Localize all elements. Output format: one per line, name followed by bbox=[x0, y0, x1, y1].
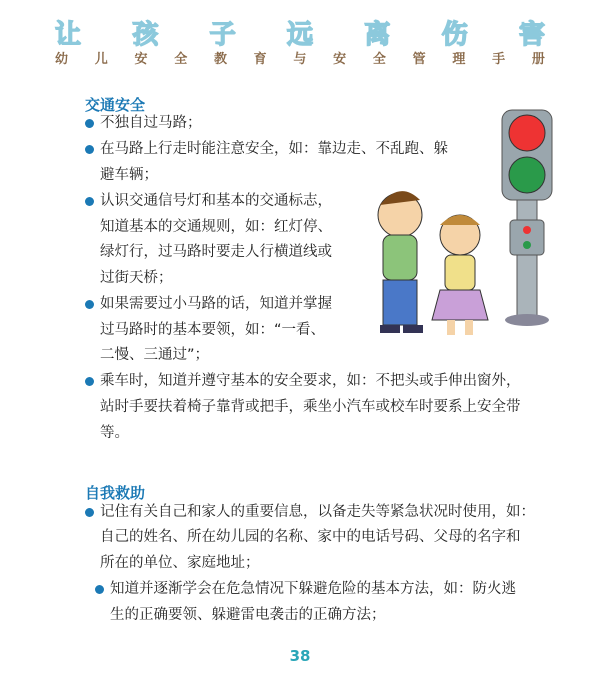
subtitle-char: 理 bbox=[452, 52, 466, 67]
list-item-line: 乘车时，知道并遵守基本的安全要求，如：不把头或手伸出窗外， bbox=[100, 373, 521, 389]
traffic-illustration bbox=[365, 105, 595, 355]
list-item-line: 认识交通信号灯和基本的交通标志， bbox=[100, 193, 332, 209]
subtitle-char: 册 bbox=[531, 52, 545, 67]
traffic-light-icon bbox=[502, 110, 552, 326]
list-item-line: 知道并逐渐学会在危急情况下躲避危险的基本方法，如：防火逃 bbox=[110, 581, 516, 597]
subtitle-char: 管 bbox=[412, 52, 426, 67]
section-title: 交通安全 bbox=[85, 96, 146, 114]
bullet-icon bbox=[85, 508, 94, 517]
boy-figure-icon bbox=[378, 191, 423, 333]
subtitle-char: 全 bbox=[372, 52, 386, 67]
page-number: 38 bbox=[289, 647, 311, 665]
subtitle-char: 育 bbox=[253, 52, 267, 67]
subtitle-char: 全 bbox=[174, 52, 188, 67]
list-item-line: 过马路时的基本要领，如：“一看、 bbox=[100, 322, 326, 338]
subtitle-char: 教 bbox=[213, 52, 227, 67]
list-item-line: 在马路上行走时能注意安全，如：靠边走、不乱跑、躲 bbox=[100, 141, 448, 157]
title-char: 远 bbox=[286, 20, 313, 50]
list-item-line: 如果需要过小马路的话，知道并掌握 bbox=[100, 296, 332, 312]
list-item-line: 二慢、三通过”； bbox=[100, 347, 210, 363]
subtitle-char: 幼 bbox=[55, 52, 69, 67]
subtitle-char: 儿 bbox=[94, 52, 108, 67]
list-item-line: 自己的姓名、所在幼儿园的名称、家中的电话号码、父母的名字和 bbox=[100, 529, 521, 545]
girl-figure-icon bbox=[432, 215, 488, 335]
list-item-line: 站时手要扶着椅子靠背或把手，乘坐小汽车或校车时要系上安全带 bbox=[100, 399, 521, 415]
list-item-line: 避车辆； bbox=[100, 167, 158, 183]
bullet-icon bbox=[85, 377, 94, 386]
subtitle-char: 手 bbox=[492, 52, 506, 67]
bullet-icon bbox=[85, 145, 94, 154]
bullet-icon bbox=[85, 197, 94, 206]
list-item-line: 等。 bbox=[100, 425, 129, 441]
title-char: 离 bbox=[364, 20, 391, 50]
title-char: 子 bbox=[209, 20, 236, 50]
subtitle-char: 安 bbox=[333, 52, 347, 67]
bullet-icon bbox=[95, 585, 104, 594]
list-item-line: 知道基本的交通规则，如：红灯停、 bbox=[100, 219, 332, 235]
title-char: 孩 bbox=[132, 20, 159, 50]
list-item-line: 不独自过马路； bbox=[100, 115, 202, 131]
bullet-icon bbox=[85, 119, 94, 128]
list-item-line: 所在的单位、家庭地址； bbox=[100, 555, 260, 571]
title-char: 让 bbox=[55, 20, 82, 50]
book-subtitle bbox=[55, 48, 545, 67]
bullet-icon bbox=[85, 300, 94, 309]
section-title: 自我救助 bbox=[85, 484, 146, 502]
title-char: 害 bbox=[518, 20, 545, 50]
list-item-line: 记住有关自己和家人的重要信息，以备走失等紧急状况时使用，如： bbox=[100, 504, 535, 520]
list-item-line: 生的正确要领、躲避雷电袭击的正确方法； bbox=[110, 607, 386, 623]
list-item-line: 绿灯行，过马路时要走人行横道线或 bbox=[100, 244, 332, 260]
subtitle-char: 与 bbox=[293, 52, 307, 67]
book-title bbox=[55, 14, 545, 51]
title-char: 伤 bbox=[441, 20, 468, 50]
subtitle-char: 安 bbox=[134, 52, 148, 67]
list-item-line: 过街天桥； bbox=[100, 270, 173, 286]
